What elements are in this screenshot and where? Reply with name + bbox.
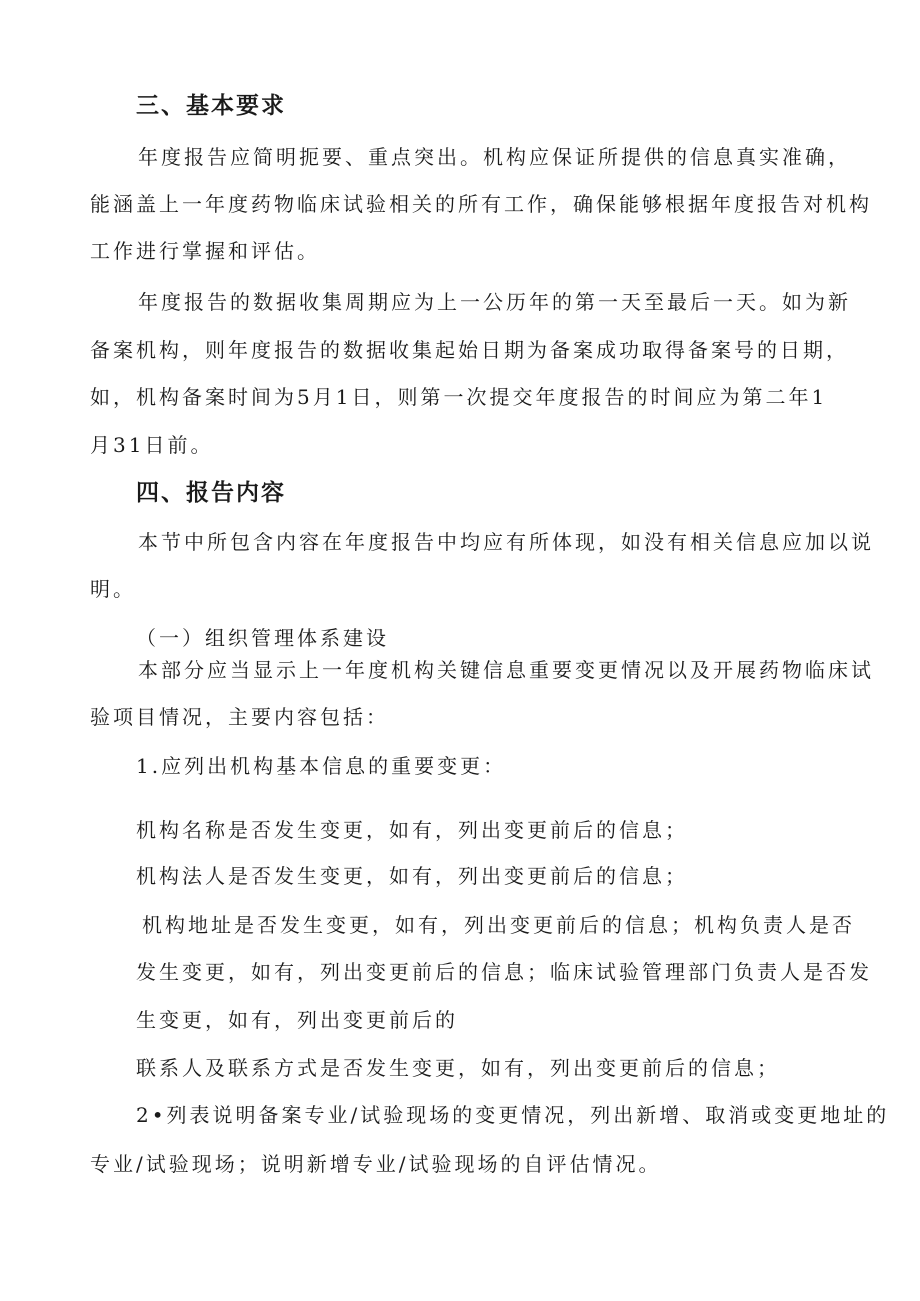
section-heading-report-content: 四、报告内容 (136, 480, 286, 506)
text-line: 本部分应当显示上一年度机构关键信息重要变更情况以及开展药物临床试 (138, 658, 874, 682)
list-item: 机构名称是否发生变更，如有，列出变更前后的信息； (136, 818, 688, 842)
text-line: 年度报告的数据收集周期应为上一公历年的第一天至最后一天。如为新 (138, 290, 851, 314)
text-line: 如，机构备案时间为5月1日，则第一次提交年度报告的时间应为第二年1 (90, 385, 828, 409)
text-line: 备案机构，则年度报告的数据收集起始日期为备案成功取得备案号的日期， (90, 338, 849, 362)
text-line: 专业/试验现场；说明新增专业/试验现场的自评估情况。 (90, 1152, 662, 1176)
text-line: 2•列表说明备案专业/试验现场的变更情况，列出新增、取消或变更地址的 (136, 1103, 890, 1127)
list-item: 机构地址是否发生变更，如有，列出变更前后的信息；机构负责人是否 (142, 913, 855, 937)
text-line: 月31日前。 (90, 433, 214, 457)
text-line: 本节中所包含内容在年度报告中均应有所体现，如没有相关信息应加以说 (138, 530, 874, 554)
text-line: 工作进行掌握和评估。 (90, 239, 320, 263)
section-heading-basic-requirements: 三、基本要求 (136, 93, 286, 119)
list-item: 联系人及联系方式是否发生变更，如有，列出变更前后的信息； (136, 1056, 780, 1080)
list-item-title-basic-info-changes: 1.应列出机构基本信息的重要变更： (136, 754, 507, 778)
list-item: 发生变更，如有，列出变更前后的信息；临床试验管理部门负责人是否发 (136, 960, 872, 984)
list-item: 机构法人是否发生变更，如有，列出变更前后的信息； (136, 864, 688, 888)
text-line: 年度报告应简明扼要、重点突出。机构应保证所提供的信息真实准确， (138, 145, 851, 169)
text-line: 验项目情况，主要内容包括： (90, 705, 389, 729)
list-item: 生变更，如有，列出变更前后的 (136, 1008, 458, 1032)
text-line: 能涵盖上一年度药物临床试验相关的所有工作，确保能够根据年度报告对机构 (90, 192, 872, 216)
text-line: 明。 (90, 577, 136, 601)
subsection-title-organization: （一）组织管理体系建设 (136, 626, 389, 650)
